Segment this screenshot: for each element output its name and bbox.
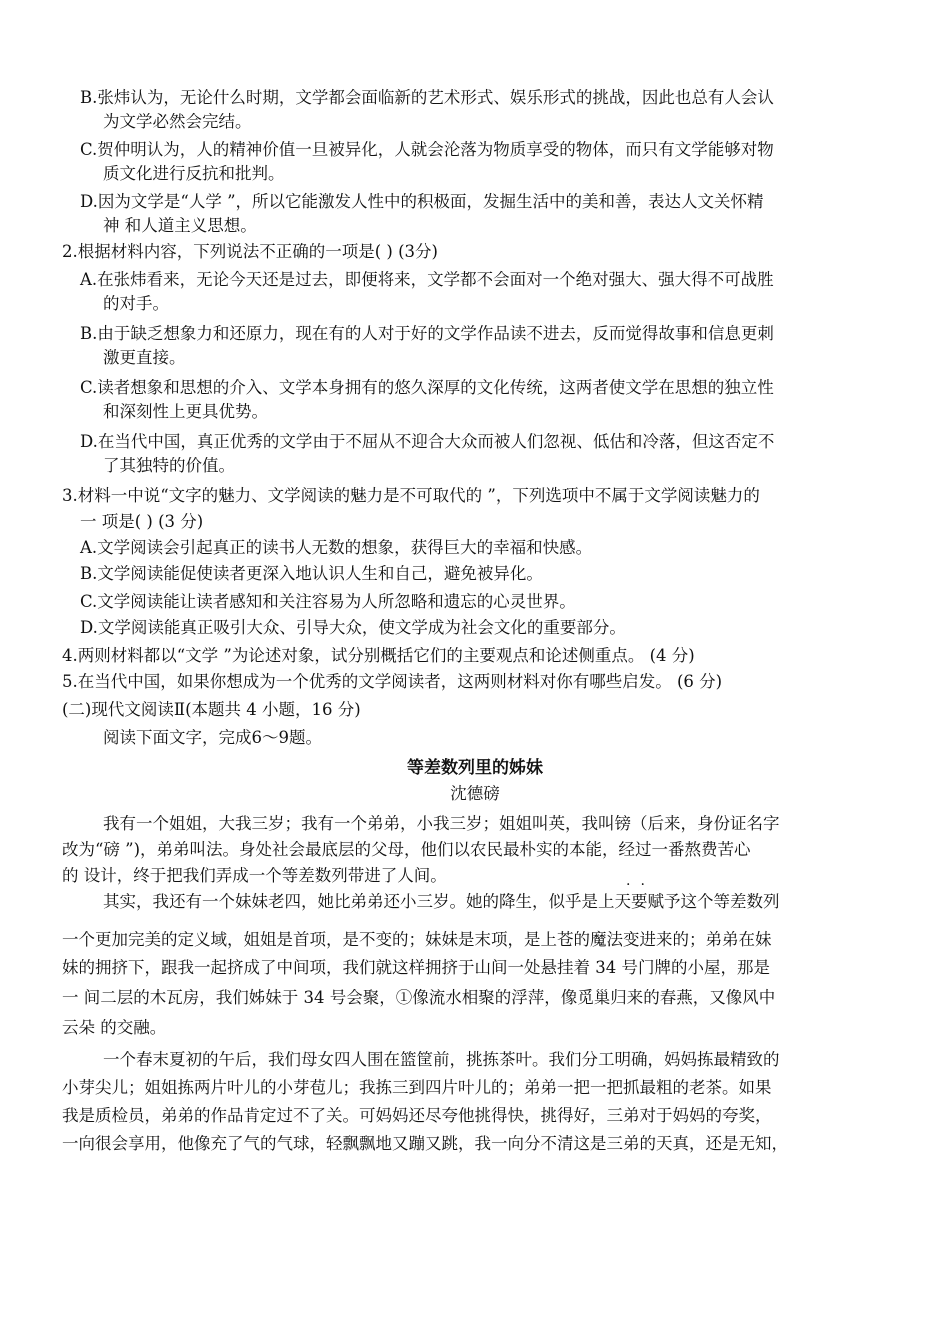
p2-line4: 一 间二层的木瓦房，我们姊妹于 34 号会聚，①像流水相聚的浮萍，像觅巢归来的春燕，又像风中 <box>62 988 776 1007</box>
p3-line1: 一个春末夏初的午后，我们母女四人围在篮筐前，挑拣茶叶。我们分工明确，妈妈拣最精致的 <box>103 1050 780 1069</box>
p2-line2: 一个更加完美的定义域，姐姐是首项，是不变的；妹妹是末项，是上苍的魔法变进来的；弟弟在妹 <box>62 930 772 949</box>
q2-option-d-line2: 了其独特的价值。 <box>103 456 235 475</box>
article-title: 等差数列里的姊妹 <box>407 758 543 778</box>
q2-stem: 2.根据材料内容，下列说法不正确的一项是( ) (3分) <box>62 242 438 261</box>
q5: 5.在当代中国，如果你想成为一个优秀的文学阅读者，这两则材料对你有哪些启发。 (6 分) <box>62 672 723 691</box>
q2-option-c-line1: C.读者想象和思想的介入、文学本身拥有的悠久深厚的文化传统，这两者使文学在思想的独立性 <box>80 378 774 397</box>
emphasis-dots: .. <box>626 873 655 889</box>
q3-option-a: A.文学阅读会引起真正的读书人无数的想象，获得巨大的幸福和快感。 <box>80 538 593 557</box>
q2-option-d-line1: D.在当代中国，真正优秀的文学由于不屈从不迎合大众而被人们忽视、低估和冷落，但这否定不 <box>80 432 775 451</box>
p3-line4: 一向很会享用，他像充了气的气球，轻飘飘地又蹦又跳，我一向分不清这是三弟的天真，还是无知， <box>62 1134 788 1153</box>
p2-line3: 妹的拥挤下，跟我一起挤成了中间项，我们就这样拥挤于山间一处悬挂着 34 号门牌的小屋，那是 <box>62 958 770 977</box>
q3-stem-line2: 一 项是( ) (3 分) <box>80 512 204 531</box>
q3-option-d: D.文学阅读能真正吸引大众、引导大众，使文学成为社会文化的重要部分。 <box>80 618 626 637</box>
q3-option-b: B.文学阅读能促使读者更深入地认识人生和自己，避免被异化。 <box>80 564 543 583</box>
q2-option-a-line1: A.在张炜看来，无论今天还是过去，即便将来，文学都不会面对一个绝对强大、强大得不可战胜 <box>80 270 774 289</box>
q1-option-b-line1: B.张炜认为，无论什么时期，文学都会面临新的艺术形式、娱乐形式的挑战，因此也总有人会认 <box>80 88 774 107</box>
q4: 4.两则材料都以“文学 ”为论述对象，试分别概括它们的主要观点和论述侧重点。 (4 分) <box>62 646 695 665</box>
q1-option-b-line2: 为文学必然会完结。 <box>103 112 252 131</box>
article-author: 沈德磅 <box>450 784 500 803</box>
p2-line1: 其实，我还有一个妹妹老四，她比弟弟还小三岁。她的降生，似乎是上天要赋予这个等差数列 <box>103 892 780 911</box>
q3-stem-line1: 3.材料一中说“文字的魅力、文学阅读的魅力是不可取代的 ”，下列选项中不属于文学阅读魅力的 <box>62 486 760 505</box>
q1-option-c-line1: C.贺仲明认为，人的精神价值一旦被异化，人就会沦落为物质享受的物体，而只有文学能够对物 <box>80 140 774 159</box>
q3-option-c: C.文学阅读能让读者感知和关注容易为人所忽略和遗忘的心灵世界。 <box>80 592 576 611</box>
p1-line3: 的 设计，终于把我们弄成一个等差数列带进了人间。 <box>62 866 447 885</box>
q2-option-c-line2: 和深刻性上更具优势。 <box>103 402 268 421</box>
reading-instruction: 阅读下面文字，完成6～9题。 <box>103 728 322 747</box>
q1-option-d-line2: 神 和人道主义思想。 <box>103 216 257 235</box>
p3-line2: 小芽尖儿；姐姐拣两片叶儿的小芽苞儿；我拣三到四片叶儿的；弟弟一把一把抓最粗的老茶。如果 <box>62 1078 772 1097</box>
q1-option-c-line2: 质文化进行反抗和批判。 <box>103 164 285 183</box>
q1-option-d-line1: D.因为文学是“人学 ”，所以它能激发人性中的积极面，发掘生活中的美和善，表达人文关怀精 <box>80 192 764 211</box>
p1-line1: 我有一个姐姐，大我三岁；我有一个弟弟，小我三岁；姐姐叫英，我叫镑（后来，身份证名字 <box>103 814 780 833</box>
q2-option-b-line2: 激更直接。 <box>103 348 186 367</box>
q2-option-a-line2: 的对手。 <box>103 294 169 313</box>
p3-line3: 我是质检员，弟弟的作品肯定过不了关。可妈妈还尽夸他挑得快，挑得好，三弟对于妈妈的夸奖， <box>62 1106 772 1125</box>
p1-line2: 改为“磅 ”)，弟弟叫法。身处社会最底层的父母，他们以农民最朴实的本能，经过一番熬费苦心 <box>62 840 751 859</box>
q2-option-b-line1: B.由于缺乏想象力和还原力，现在有的人对于好的文学作品读不进去，反而觉得故事和信息更刺 <box>80 324 774 343</box>
section-heading: (二)现代文阅读Ⅱ(本题共 4 小题，16 分) <box>62 700 361 719</box>
p2-line5: 云朵 的交融。 <box>62 1018 167 1037</box>
